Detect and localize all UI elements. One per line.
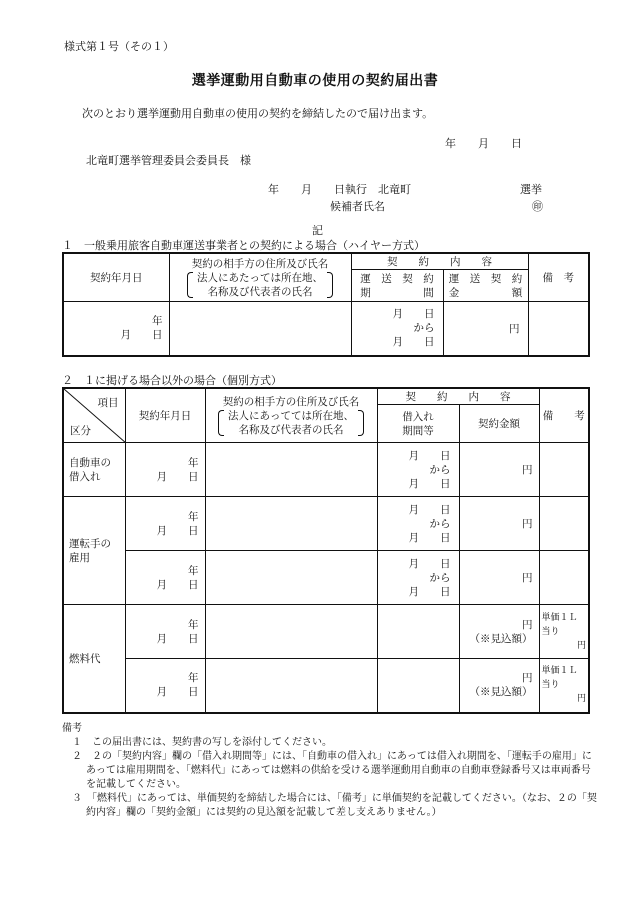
s2-col-amount: 契約金額 bbox=[459, 405, 539, 443]
s2-driver2-to: 月 日 bbox=[408, 585, 451, 598]
s2-driver1-from: 月 日 bbox=[408, 503, 451, 516]
s2-fuel2-yen: 円 bbox=[522, 672, 533, 685]
s1-period-cell[interactable] bbox=[351, 302, 443, 356]
s2-fuel1-unit2: 当り bbox=[541, 626, 560, 637]
s2-corner-bottom: 区分 bbox=[70, 425, 91, 437]
form-number: 様式第１号（その１） bbox=[64, 40, 174, 53]
s2-fuel1-unit-yen: 円 bbox=[576, 640, 586, 651]
s2-driver2-year: 年 bbox=[188, 564, 199, 577]
s2-cat-fuel: 燃料代 bbox=[63, 605, 125, 713]
notes-block bbox=[62, 722, 597, 820]
s2-fuel1-monthday: 月 日 bbox=[156, 632, 199, 645]
s2-fuel2-period[interactable] bbox=[377, 659, 459, 713]
s2-fuel2-year: 年 bbox=[188, 672, 199, 685]
s1-party-bracket bbox=[187, 271, 333, 299]
s2-cat-driver bbox=[63, 497, 125, 605]
s2-driver1-date[interactable] bbox=[125, 497, 205, 551]
election-date: 年 月 日執行 北竜町 bbox=[268, 183, 411, 196]
note-3a: ３ 「燃料代」にあっては、単価契約を締結した場合には、「備考」に単価契約を記載してください。（なお、２の「契 bbox=[72, 793, 597, 804]
s1-col-contents: 契 約 内 容 bbox=[351, 253, 528, 270]
s2-cat-vehicle bbox=[63, 443, 125, 497]
s2-fuel1-date[interactable] bbox=[125, 605, 205, 659]
note-2a: ２ ２の「契約内容」欄の「借入れ期間等」には、「自動車の借入れ」にあっては借入れ期間を、「運転手の雇用」に bbox=[72, 751, 592, 762]
s2-corner-cell bbox=[63, 388, 125, 443]
s2-vehicle-period[interactable] bbox=[377, 443, 459, 497]
s1-amount-label1: 運 送 契 約 bbox=[448, 272, 523, 285]
s2-cat-vehicle-1: 自動車の bbox=[69, 456, 111, 469]
s1-party-note1: 法人にあたっては所在地、 bbox=[197, 271, 323, 284]
candidate-label: 候補者氏名 bbox=[330, 200, 385, 213]
note-2b: あっては雇用期間を、「燃料代」にあっては燃料の供給を受ける選挙運動用自動車の自動車登録番号又は車両番号 bbox=[86, 765, 591, 776]
note-1: １ この届出書には、契約書の写しを添付してください。 bbox=[72, 737, 332, 748]
s2-fuel1-unit1: 単価１Ｌ bbox=[541, 612, 578, 623]
s2-driver2-party[interactable] bbox=[205, 551, 377, 605]
s2-driver2-from: 月 日 bbox=[408, 557, 451, 570]
s1-col-remarks: 備 考 bbox=[528, 253, 589, 302]
s2-vehicle-to: 月 日 bbox=[408, 477, 451, 490]
section2-table bbox=[62, 387, 590, 714]
s2-driver1-kara: から bbox=[429, 517, 451, 530]
note-2c: を記載してください。 bbox=[86, 779, 186, 790]
s2-driver1-year: 年 bbox=[188, 510, 199, 523]
s2-cat-vehicle-2: 借入れ bbox=[69, 470, 101, 483]
s2-driver2-remarks[interactable] bbox=[539, 551, 589, 605]
s2-party-label: 契約の相手方の住所及び氏名 bbox=[222, 395, 360, 408]
s2-driver1-amount[interactable]: 円 bbox=[459, 497, 539, 551]
s2-fuel1-year: 年 bbox=[188, 618, 199, 631]
s1-party-note2: 名称及び代表者の氏名 bbox=[207, 285, 313, 298]
s1-year: 年 bbox=[152, 315, 163, 328]
s2-driver2-amount[interactable]: 円 bbox=[459, 551, 539, 605]
s2-driver1-to: 月 日 bbox=[408, 531, 451, 544]
s2-driver2-date[interactable] bbox=[125, 551, 205, 605]
notes-heading: 備考 bbox=[62, 723, 82, 734]
s2-fuel1-remarks[interactable] bbox=[539, 605, 589, 659]
note-3b: 約内容」欄の「契約金額」には契約の見込額を記載して差し支えありません。） bbox=[86, 807, 442, 818]
s2-driver2-kara: から bbox=[429, 571, 451, 584]
s1-date-cell[interactable] bbox=[63, 302, 169, 356]
s2-fuel2-monthday: 月 日 bbox=[156, 686, 199, 699]
s2-vehicle-amount[interactable]: 円 bbox=[459, 443, 539, 497]
s2-fuel1-party[interactable] bbox=[205, 605, 377, 659]
s2-driver1-period[interactable] bbox=[377, 497, 459, 551]
s1-period-label1: 運 送 契 約 bbox=[360, 272, 434, 285]
s2-driver1-monthday: 月 日 bbox=[156, 524, 199, 537]
s1-monthday: 月 日 bbox=[120, 329, 163, 342]
s1-col-party bbox=[169, 253, 351, 302]
s2-fuel2-estimate: （※見込額） bbox=[469, 686, 533, 699]
section2-heading: ２ １に掲げる場合以外の場合（個別方式） bbox=[62, 374, 282, 387]
s2-period-label1: 借入れ bbox=[402, 410, 434, 423]
s2-fuel2-date[interactable] bbox=[125, 659, 205, 713]
addressee: 北竜町選挙管理委員会委員長 様 bbox=[86, 154, 251, 167]
s2-driver1-party[interactable] bbox=[205, 497, 377, 551]
s2-driver2-period[interactable] bbox=[377, 551, 459, 605]
section1-table bbox=[62, 252, 590, 357]
intro-text: 次のとおり選挙運動用自動車の使用の契約を締結したので届け出ます。 bbox=[82, 107, 434, 120]
s2-vehicle-year: 年 bbox=[188, 456, 199, 469]
s2-fuel2-unit2: 当り bbox=[541, 680, 560, 691]
s1-col-amount bbox=[443, 270, 528, 302]
s2-fuel1-period[interactable] bbox=[377, 605, 459, 659]
ki-mark: 記 bbox=[312, 224, 323, 237]
s2-vehicle-kara: から bbox=[429, 463, 451, 476]
document-title: 選挙運動用自動車の使用の契約届出書 bbox=[191, 73, 439, 89]
s2-vehicle-monthday: 月 日 bbox=[156, 470, 199, 483]
s1-amount-label2: 金 額 bbox=[448, 286, 523, 299]
s2-col-remarks: 備 考 bbox=[539, 388, 589, 443]
s1-party-label: 契約の相手方の住所及び氏名 bbox=[191, 257, 329, 270]
s2-fuel1-yen: 円 bbox=[522, 618, 533, 631]
s1-period-kara: から bbox=[413, 322, 435, 335]
s2-cat-driver-2: 雇用 bbox=[69, 551, 90, 564]
s2-col-party bbox=[205, 388, 377, 443]
s2-driver1-remarks[interactable] bbox=[539, 497, 589, 551]
submission-date: 年 月 日 bbox=[445, 137, 522, 150]
s2-corner-top: 項目 bbox=[97, 397, 119, 409]
s2-vehicle-party[interactable] bbox=[205, 443, 377, 497]
s2-fuel2-unit-yen: 円 bbox=[576, 694, 586, 705]
election-suffix: 選挙 bbox=[520, 183, 542, 196]
s2-fuel2-amount[interactable] bbox=[459, 659, 539, 713]
s2-party-note1: 法人にあってては所在地、 bbox=[228, 409, 354, 422]
s2-col-period bbox=[377, 405, 459, 443]
s2-party-note2: 名称及び代表者の氏名 bbox=[238, 423, 344, 436]
s2-party-bracket bbox=[218, 409, 364, 437]
s2-period-label2: 期間等 bbox=[402, 424, 434, 437]
s1-amount-cell[interactable]: 円 bbox=[443, 302, 528, 356]
s2-fuel1-estimate: （※見込額） bbox=[469, 632, 533, 645]
s2-col-contents: 契 約 内 容 bbox=[377, 388, 539, 405]
s1-party-cell[interactable] bbox=[169, 302, 351, 356]
s2-fuel2-party[interactable] bbox=[205, 659, 377, 713]
s1-period-label2: 期 間 bbox=[360, 286, 434, 299]
s2-vehicle-date[interactable] bbox=[125, 443, 205, 497]
s2-vehicle-remarks[interactable] bbox=[539, 443, 589, 497]
s2-cat-driver-1: 運転手の bbox=[69, 537, 111, 550]
s2-fuel2-unit1: 単価１Ｌ bbox=[541, 666, 578, 677]
s1-period-from: 月 日 bbox=[392, 308, 435, 321]
s2-driver2-monthday: 月 日 bbox=[156, 578, 199, 591]
s2-fuel2-remarks[interactable] bbox=[539, 659, 589, 713]
section1-heading: １ 一般乗用旅客自動車運送事業者との契約による場合（ハイヤー方式） bbox=[62, 239, 425, 252]
s2-col-date: 契約年月日 bbox=[125, 388, 205, 443]
s1-period-to: 月 日 bbox=[392, 336, 435, 349]
s2-fuel1-amount[interactable] bbox=[459, 605, 539, 659]
s1-col-period bbox=[351, 270, 443, 302]
s1-col-date: 契約年月日 bbox=[63, 253, 169, 302]
s2-vehicle-from: 月 日 bbox=[408, 449, 451, 462]
seal-mark: ㊞ bbox=[532, 200, 543, 213]
s1-remarks-cell[interactable] bbox=[528, 302, 589, 356]
